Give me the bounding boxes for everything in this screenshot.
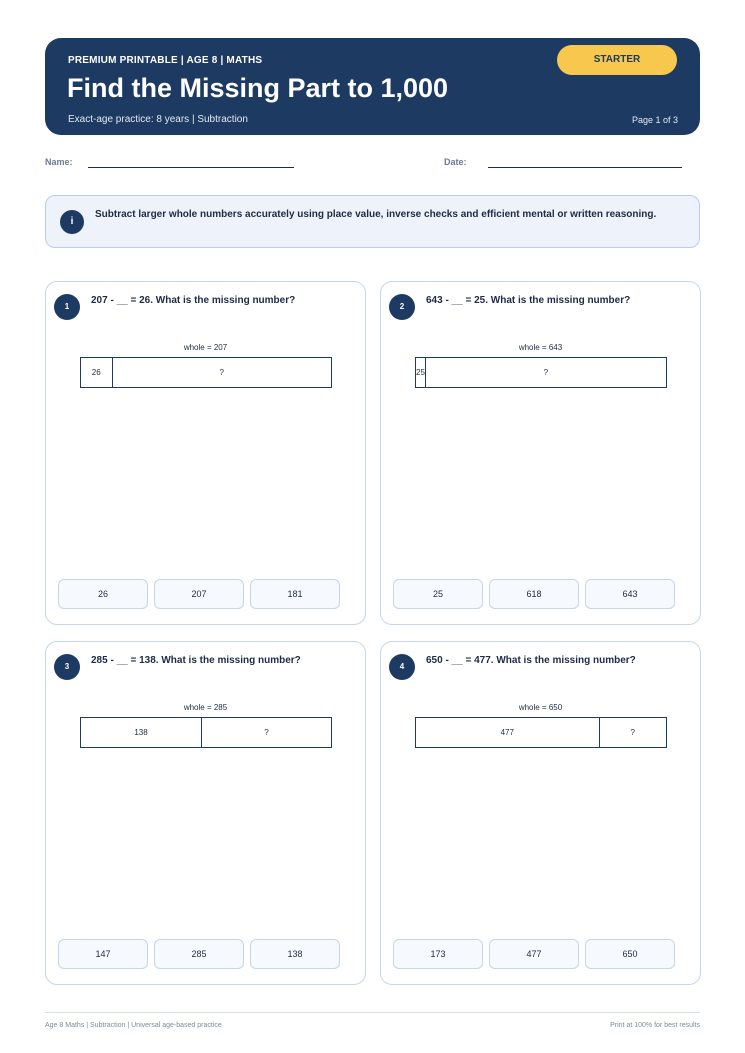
question-card-4 — [380, 641, 701, 985]
answer-choice[interactable]: 26 — [58, 579, 148, 609]
answer-choice[interactable]: 285 — [154, 939, 244, 969]
whole-label: whole = 650 — [518, 703, 563, 712]
answer-choice[interactable]: 173 — [393, 939, 483, 969]
answer-choice[interactable]: 618 — [489, 579, 579, 609]
answer-choice[interactable]: 643 — [585, 579, 675, 609]
level-badge: STARTER — [557, 45, 677, 75]
bar-unknown-part: ? — [543, 368, 549, 377]
header-kicker: PREMIUM PRINTABLE | AGE 8 | MATHS — [68, 55, 263, 66]
name-label: Name: — [45, 157, 73, 167]
name-field[interactable] — [88, 167, 294, 168]
bar-model — [80, 717, 332, 748]
bar-known-part: 25 — [416, 358, 426, 387]
question-card-1 — [45, 281, 366, 625]
whole-label: whole = 285 — [183, 703, 228, 712]
question-number: 2 — [389, 294, 415, 320]
bar-unknown-part: ? — [264, 728, 269, 737]
whole-label: whole = 207 — [183, 343, 228, 352]
question-text: 285 - __ = 138. What is the missing number? — [91, 655, 301, 666]
answer-choice[interactable]: 181 — [250, 579, 340, 609]
bar-model — [80, 357, 332, 388]
bar-known-part: 477 — [416, 718, 600, 747]
worksheet-header — [45, 38, 700, 135]
answer-choice[interactable]: 207 — [154, 579, 244, 609]
answer-choices — [58, 579, 340, 609]
date-field[interactable] — [488, 167, 682, 168]
instruction-box — [45, 195, 700, 248]
answer-choice[interactable]: 147 — [58, 939, 148, 969]
bar-known-part: 26 — [81, 358, 113, 387]
header-subtitle: Exact-age practice: 8 years | Subtraction — [68, 114, 248, 125]
question-number: 3 — [54, 654, 80, 680]
answer-choice[interactable]: 138 — [250, 939, 340, 969]
answer-choice[interactable]: 650 — [585, 939, 675, 969]
answer-choice[interactable]: 477 — [489, 939, 579, 969]
question-card-2 — [380, 281, 701, 625]
question-card-3 — [45, 641, 366, 985]
whole-label: whole = 643 — [518, 343, 563, 352]
info-icon: i — [60, 210, 84, 234]
answer-choice[interactable]: 25 — [393, 579, 483, 609]
bar-known-part: 138 — [81, 718, 202, 747]
date-label: Date: — [444, 157, 467, 167]
question-number: 4 — [389, 654, 415, 680]
footer-right-text: Print at 100% for best results — [610, 1022, 700, 1029]
answer-choices — [58, 939, 340, 969]
answer-choices — [393, 579, 675, 609]
bar-model — [415, 717, 667, 748]
question-text: 643 - __ = 25. What is the missing number? — [426, 295, 631, 306]
question-text: 207 - __ = 26. What is the missing number? — [91, 295, 296, 306]
instruction-text: Subtract larger whole numbers accurately using place value, inverse checks and efficient mental or written reasoning. — [95, 209, 657, 220]
footer-left-text: Age 8 Maths | Subtraction | Universal age-based practice — [45, 1022, 222, 1029]
bar-unknown-part: ? — [630, 728, 635, 737]
page-title: Find the Missing Part to 1,000 — [67, 73, 449, 103]
question-text: 650 - __ = 477. What is the missing number? — [426, 655, 636, 666]
bar-model — [415, 357, 667, 388]
footer-divider — [45, 1012, 700, 1013]
bar-unknown-part: ? — [219, 368, 224, 377]
answer-choices — [393, 939, 675, 969]
page-number: Page 1 of 3 — [631, 115, 678, 125]
question-number: 1 — [54, 294, 80, 320]
